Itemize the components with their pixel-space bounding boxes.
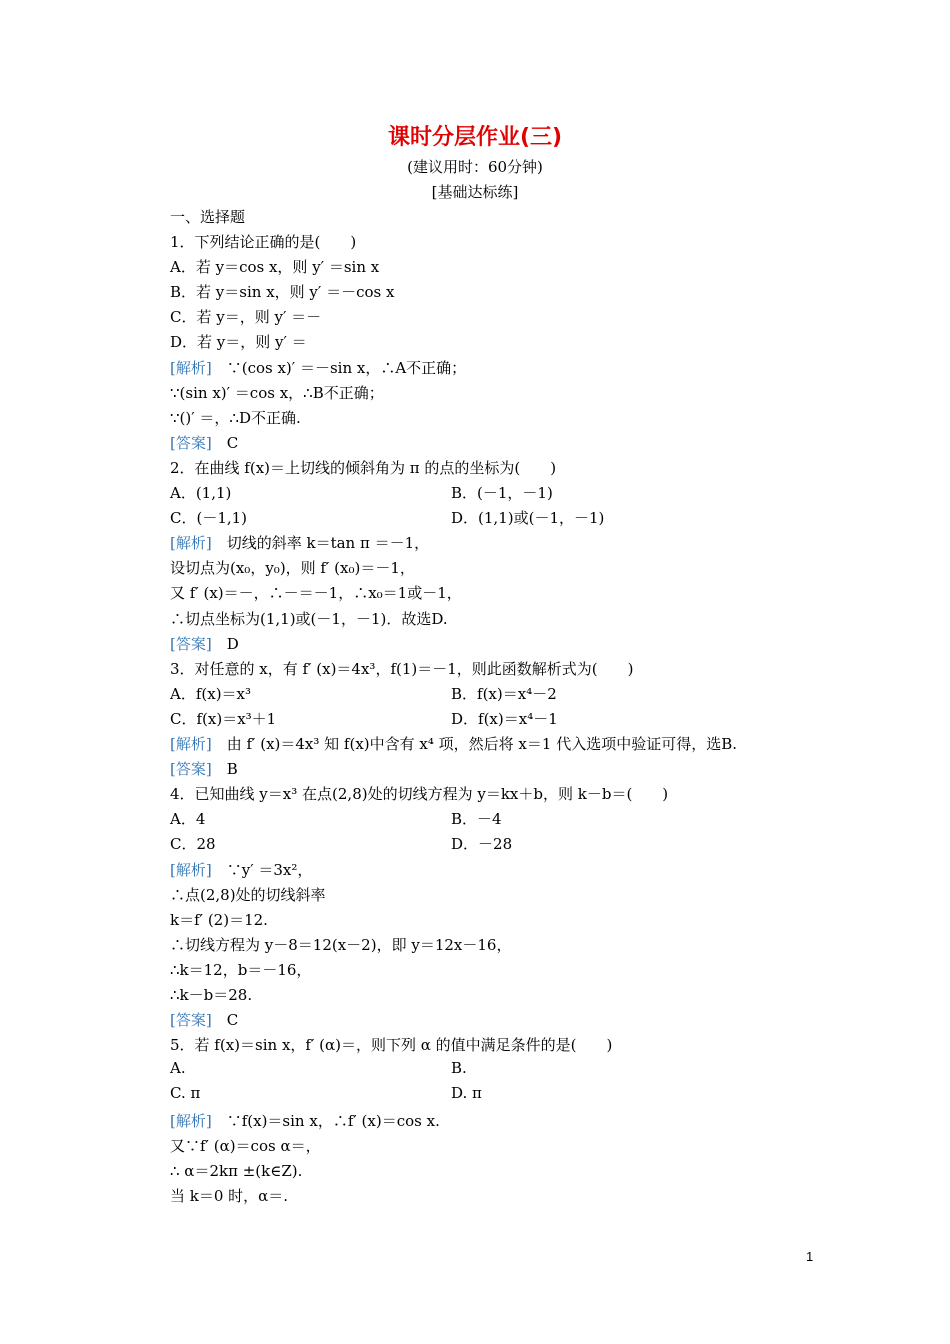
solution-tag: [答案]	[170, 760, 212, 778]
question-line	[170, 1135, 321, 1156]
solution-tag: [答案]	[170, 635, 212, 653]
question-line	[170, 959, 311, 980]
line-text: 1．下列结论正确的是( )	[170, 233, 357, 251]
line-text: B	[211, 760, 238, 778]
question-line	[170, 934, 511, 955]
line-text: ∵()′ ＝，∴D不正确.	[170, 409, 301, 427]
subtitle: (建议用时：60分钟)	[407, 158, 543, 176]
option-right: B.	[451, 1059, 467, 1077]
question-line	[170, 884, 326, 905]
solution-tag: [解析]	[170, 861, 212, 879]
question-line	[170, 1185, 288, 1206]
line-text: ∴点(2,8)处的切线斜率	[170, 886, 326, 904]
question-line	[170, 1160, 302, 1181]
line-text: C．若 y＝，则 y′ ＝－	[170, 308, 322, 326]
question-line	[170, 507, 247, 528]
option-right: D．f(x)＝x⁴－1	[451, 710, 558, 728]
line-text: D	[211, 635, 239, 653]
line-text: 4．已知曲线 y＝x³ 在点(2,8)处的切线方程为 y＝kx＋b，则 k－b＝( )	[170, 785, 669, 803]
solution-tag: [解析]	[170, 359, 212, 377]
line-text: A.	[170, 1059, 186, 1077]
question-line	[170, 306, 321, 327]
question-line	[170, 331, 307, 352]
solution-tag: [解析]	[170, 534, 212, 552]
solution-line	[170, 633, 239, 654]
line-text: 又∵f′ (α)＝cos α＝，	[170, 1137, 321, 1155]
line-text: ∴k－b＝28.	[170, 986, 253, 1004]
page-title: 课时分层作业(三)	[387, 125, 563, 150]
question-line	[170, 783, 668, 804]
question-line	[170, 407, 301, 428]
question-line	[170, 582, 462, 603]
line-text: A．4	[170, 810, 206, 828]
line-text: A．若 y＝cos x，则 y′ ＝sin x	[170, 258, 380, 276]
option-right: D. π	[451, 1084, 482, 1102]
question-line	[170, 1084, 200, 1102]
option-right: B．(－1，－1)	[451, 484, 553, 502]
solution-line	[170, 758, 238, 779]
question-line	[170, 382, 384, 403]
question-line	[170, 909, 268, 930]
question-line	[170, 984, 252, 1005]
line-text: C．28	[170, 835, 216, 853]
solution-tag: [解析]	[170, 735, 212, 753]
question-line	[170, 457, 556, 478]
question-line	[170, 708, 276, 729]
line-text: 3．对任意的 x，有 f′ (x)＝4x³，f(1)＝－1，则此函数解析式为( )	[170, 660, 634, 678]
line-text: 又 f′ (x)＝－，∴－＝－1，∴x₀＝1或－1，	[170, 584, 462, 602]
option-right: D．－28	[451, 835, 513, 853]
solution-line	[170, 1009, 238, 1030]
line-text: C. π	[170, 1084, 201, 1102]
line-text: ∵(cos x)′ ＝－sin x，∴A不正确；	[211, 359, 467, 377]
solution-line	[170, 532, 429, 553]
page-number: 1	[806, 1249, 814, 1264]
line-text: ∴切线方程为 y－8＝12(x－2)，即 y＝12x－16，	[170, 936, 512, 954]
line-text: A．f(x)＝x³	[170, 685, 252, 703]
solution-tag: [答案]	[170, 434, 212, 452]
solution-tag: [答案]	[170, 1011, 212, 1029]
question-line	[170, 683, 251, 704]
solution-line	[170, 1110, 440, 1131]
line-text: D．若 y＝，则 y′ ＝	[170, 333, 307, 351]
question-line	[170, 281, 394, 302]
line-text: 2．在曲线 f(x)＝上切线的倾斜角为 π 的点的坐标为( )	[170, 459, 557, 477]
question-line	[170, 808, 205, 829]
line-text: ∵f(x)＝sin x，∴f′ (x)＝cos x.	[211, 1112, 440, 1130]
question-line	[170, 1059, 186, 1077]
option-right: D．(1,1)或(－1，－1)	[451, 509, 605, 527]
option-right: B．－4	[451, 810, 502, 828]
line-text: C	[211, 434, 239, 452]
section-heading: 一、选择题	[170, 208, 246, 226]
option-right: B．f(x)＝x⁴－2	[451, 685, 557, 703]
solution-line	[170, 859, 312, 880]
solution-line	[170, 432, 238, 453]
question-line	[170, 833, 216, 854]
line-text: ∴切点坐标为(1,1)或(－1，－1)．故选D.	[170, 610, 448, 628]
question-line	[170, 557, 415, 578]
solution-line	[170, 357, 466, 378]
question-line	[170, 608, 448, 629]
line-text: 设切点为(x₀，y₀)，则 f′ (x₀)＝－1，	[170, 559, 415, 577]
line-text: 切线的斜率 k＝tan π ＝－1，	[211, 534, 430, 552]
line-text: A．(1,1)	[170, 484, 232, 502]
line-text: ∴k＝12，b＝－16，	[170, 961, 312, 979]
line-text: 当 k＝0 时，α＝.	[170, 1187, 289, 1205]
level-label: [基础达标练]	[431, 183, 519, 201]
question-line	[170, 231, 356, 252]
line-text: C．(－1,1)	[170, 509, 248, 527]
question-line	[170, 256, 379, 277]
line-text: ∵y′ ＝3x²，	[211, 861, 313, 879]
line-text: k＝f′ (2)＝12.	[170, 911, 268, 929]
line-text: B．若 y＝sin x，则 y′ ＝－cos x	[170, 283, 395, 301]
line-text: C．f(x)＝x³＋1	[170, 710, 277, 728]
line-text: ∵(sin x)′ ＝cos x，∴B不正确；	[170, 384, 384, 402]
line-text: 由 f′ (x)＝4x³ 知 f(x)中含有 x⁴ 项，然后将 x＝1 代入选项中验证可得，选B.	[211, 735, 737, 753]
solution-tag: [解析]	[170, 1112, 212, 1130]
line-text: ∴ α＝2kπ ±(k∈Z).	[170, 1162, 303, 1180]
line-text: C	[211, 1011, 239, 1029]
solution-line	[170, 733, 737, 754]
question-line	[170, 482, 231, 503]
line-text: 5．若 f(x)＝sin x，f′ (α)＝，则下列 α 的值中满足条件的是( )	[170, 1036, 613, 1054]
question-line	[170, 1034, 612, 1055]
question-line	[170, 658, 634, 679]
